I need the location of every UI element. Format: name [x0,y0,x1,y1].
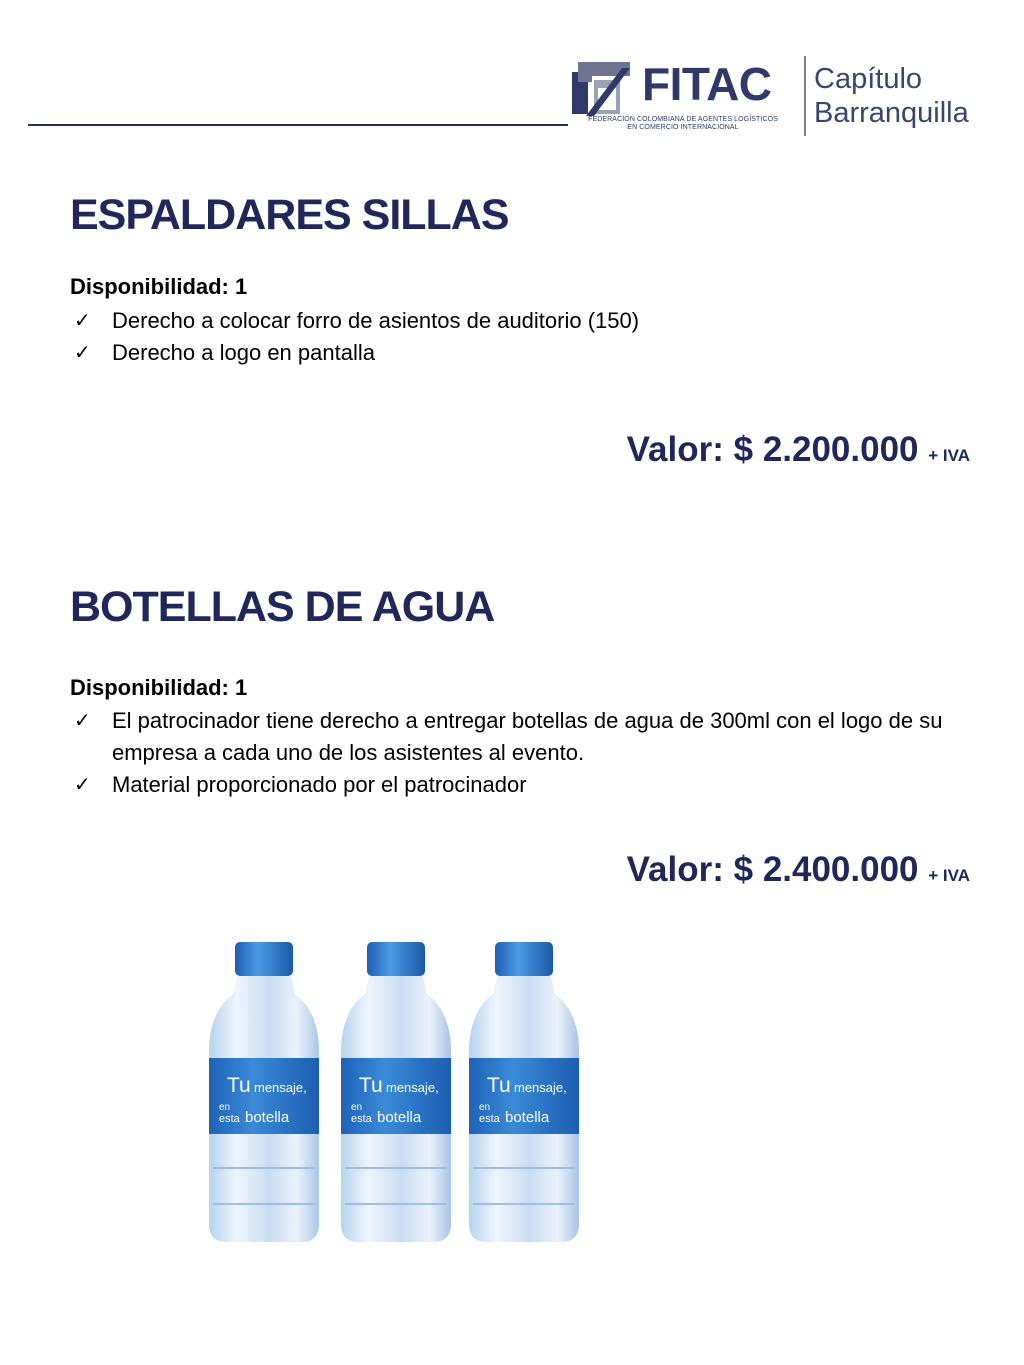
section-title-espaldares: ESPALDARES SILLAS [70,191,509,239]
checkmark-icon: ✓ [74,310,91,332]
bullet-list-botellas [70,705,950,801]
chapter-line2: Barranquilla [814,97,969,129]
logo-subtitle [570,116,796,132]
bottle-label-big: Tu [359,1074,383,1097]
availability-botellas: Disponibilidad: 1 [70,675,248,700]
bullet-text: El patrocinador tiene derecho a entregar botellas de agua de 300ml con el logo de su empresa a cada uno de los asistentes al evento. [112,708,943,765]
bottle-label-small: mensaje, [386,1080,439,1095]
bottle-label-small: esta [219,1113,240,1125]
bottle-label-big: Tu [487,1074,511,1097]
bottle-label-small: esta [351,1113,372,1125]
bullet-text: Derecho a logo en pantalla [112,340,375,365]
bullet-text: Material proporcionado por el patrocinador [112,772,527,797]
list-item [70,705,950,769]
price-value: Valor: $ 2.400.000 [626,850,919,889]
list-item [70,769,950,801]
bottle-label-small: mensaje, [514,1080,567,1095]
bottle-label-small: mensaje, [254,1080,307,1095]
chapter-line1: Capítulo [814,63,923,95]
bottle-label-big: botella [505,1109,550,1126]
bottle-label-big: Tu [227,1074,251,1097]
checkmark-icon: ✓ [74,342,91,364]
availability-espaldares: Disponibilidad: 1 [70,274,248,299]
fitac-logo [568,54,998,140]
bottle-2 [341,942,451,1242]
checkmark-icon: ✓ [74,710,91,732]
price-espaldares [627,428,970,478]
logo-subtitle-line1: FEDERACIÓN COLOMBIANA DE AGENTES LOGÍSTICOS [588,116,778,123]
bottle-label-small: en [479,1102,491,1113]
price-botellas [627,848,970,898]
checkmark-icon: ✓ [74,774,91,796]
logo-subtitle-line2: EN COMERCIO INTERNACIONAL [627,124,739,131]
bullet-list-espaldares [70,305,950,369]
price-value: Valor: $ 2.200.000 [626,430,919,469]
bottle-label-big: botella [245,1109,290,1126]
bottle-1 [209,942,319,1242]
header-rule [28,124,568,126]
fitac-mark-icon [568,58,634,116]
price-tax-suffix: + IVA [928,446,970,465]
water-bottles-image [195,930,595,1250]
bottle-label-small: esta [479,1113,500,1125]
price-tax-suffix: + IVA [928,866,970,885]
logo-divider [804,56,806,136]
bottle-label-small: en [351,1102,363,1113]
section-title-botellas: BOTELLAS DE AGUA [70,583,495,631]
bullet-text: Derecho a colocar forro de asientos de auditorio (150) [112,308,640,333]
list-item [70,337,950,369]
bottle-label-small: en [219,1102,231,1113]
bottle-label-big: botella [377,1109,422,1126]
chapter-name [814,62,969,130]
list-item [70,305,950,337]
bottle-3 [469,942,579,1242]
logo-name: FITAC [642,58,772,110]
